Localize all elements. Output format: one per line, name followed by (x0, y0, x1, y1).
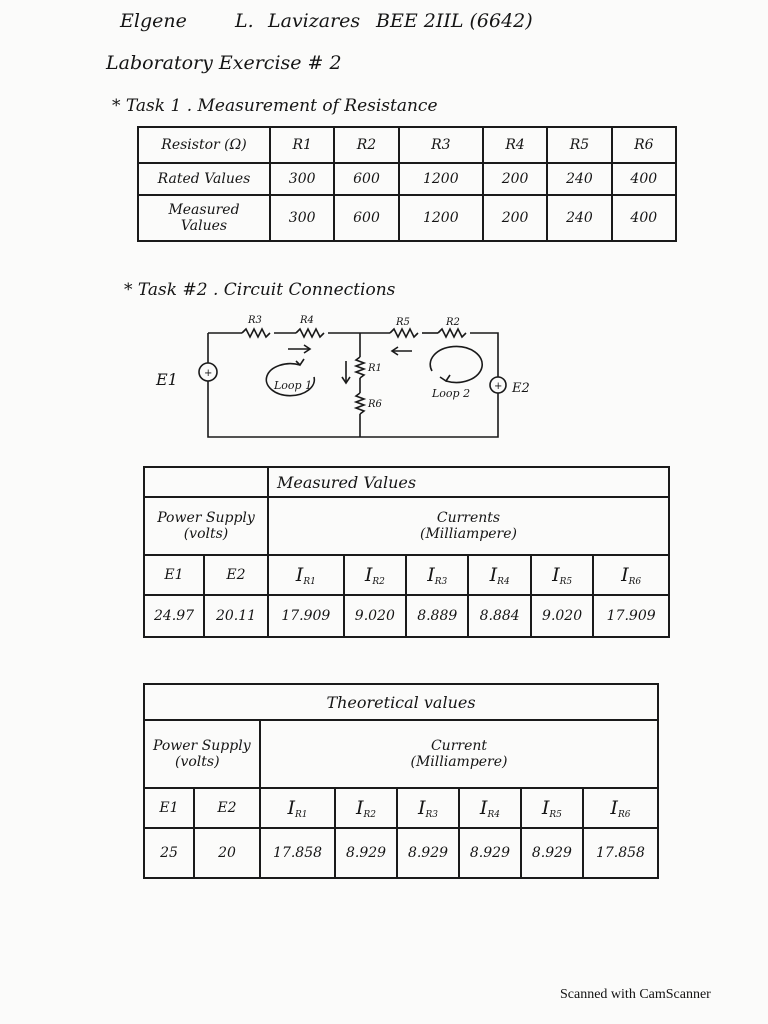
column-subscript: R2 (363, 809, 377, 820)
task1-title: * Task 1 . Measurement of Resistance (112, 96, 438, 116)
header-line: Currents (436, 510, 501, 526)
table-cell: 240 (547, 195, 611, 241)
table-cell: 9.020 (344, 595, 406, 637)
header-line: (volts) (183, 526, 229, 542)
table-cell: 200 (483, 195, 547, 241)
student-first-name: Elgene (120, 10, 187, 32)
table-cell: 9.020 (531, 595, 593, 637)
row-label (138, 195, 270, 241)
column-header: $I_{R4}$ (459, 788, 521, 828)
column-subscript: R2 (372, 576, 385, 587)
column-header: $I_{R2}$ (344, 555, 406, 595)
column-header: R3 (399, 127, 483, 163)
task2-title: * Task #2 . Circuit Connections (124, 280, 396, 300)
currents-header (268, 497, 669, 555)
table-cell: 600 (334, 195, 398, 241)
column-subscript: R1 (303, 576, 316, 587)
scanner-watermark: Scanned with CamScanner (560, 987, 711, 1002)
r6-label: R6 (368, 399, 382, 410)
table-cell: 8.889 (406, 595, 468, 637)
table-cell: 17.909 (268, 595, 344, 637)
e1-polarity-icon: + (204, 368, 213, 379)
e1-label: E1 (156, 370, 178, 389)
student-last-name: Lavizares (268, 10, 361, 32)
column-header: $I_{R5}$ (531, 555, 593, 595)
table-cell: 17.858 (583, 828, 658, 878)
column-subscript: R3 (434, 576, 448, 587)
table-row (144, 467, 669, 497)
power-supply-header (144, 497, 268, 555)
column-header: $I_{R2}$ (335, 788, 397, 828)
table-cell: 8.929 (459, 828, 521, 878)
column-header: $I_{R4}$ (468, 555, 530, 595)
column-subscript: R6 (617, 809, 631, 820)
column-header: E2 (204, 555, 268, 595)
r5-label: R5 (396, 317, 410, 328)
column-header: $I_{R1}$ (260, 788, 335, 828)
table-cell: 300 (270, 163, 334, 195)
table-row (138, 163, 676, 195)
row-label: Rated Values (138, 163, 270, 195)
table-cell: 17.858 (260, 828, 335, 878)
table-row (144, 497, 669, 555)
table-cell: 200 (483, 163, 547, 195)
column-subscript: R3 (425, 809, 438, 820)
column-header: E1 (144, 555, 204, 595)
column-header: E1 (144, 788, 194, 828)
column-header: R5 (547, 127, 611, 163)
e2-label: E2 (512, 381, 530, 396)
power-supply-header (144, 720, 260, 788)
column-header: R6 (612, 127, 676, 163)
column-header: $I_{R3}$ (406, 555, 468, 595)
r1-label: R1 (368, 363, 382, 374)
e2-polarity-icon: + (494, 381, 503, 392)
row-label-line: Values (180, 218, 228, 234)
column-subscript: R1 (295, 809, 308, 820)
column-header: R4 (483, 127, 547, 163)
table-cell: 300 (270, 195, 334, 241)
column-subscript: R4 (497, 576, 510, 587)
table-row (138, 195, 676, 241)
row-label-line: Measured (168, 202, 240, 218)
table-cell: 8.929 (521, 828, 583, 878)
column-header: E2 (194, 788, 260, 828)
column-header: $I_{R5}$ (521, 788, 583, 828)
current-header (260, 720, 658, 788)
table-row (144, 684, 658, 720)
table-cell: 17.909 (593, 595, 669, 637)
course-code: BEE 2IIL (6642) (376, 10, 533, 32)
r4-label: R4 (300, 315, 314, 326)
table-cell: 1200 (399, 195, 483, 241)
column-header: $I_{R6}$ (583, 788, 658, 828)
table-row (144, 555, 669, 595)
table-cell: 600 (334, 163, 398, 195)
table-cell: 8.929 (397, 828, 459, 878)
header-line: Current (430, 738, 488, 754)
header-line: Power Supply (157, 510, 255, 526)
measured-values-table (143, 466, 670, 638)
table-row (144, 828, 658, 878)
table-cell: 25 (144, 828, 194, 878)
table-cell: 24.97 (144, 595, 204, 637)
column-header: Resistor (Ω) (138, 127, 270, 163)
column-header: $I_{R1}$ (268, 555, 344, 595)
table-cell: 20 (194, 828, 260, 878)
table-cell: 8.929 (335, 828, 397, 878)
header-line: Power Supply (153, 738, 251, 754)
table-cell: 20.11 (204, 595, 268, 637)
loop1-label: Loop 1 (274, 379, 313, 392)
table-row (144, 595, 669, 637)
student-initial: L. (235, 10, 254, 32)
table-cell: 400 (612, 195, 676, 241)
column-subscript: R5 (549, 809, 562, 820)
r3-label: R3 (248, 315, 262, 326)
table-title: Measured Values (268, 467, 669, 497)
exercise-title: Laboratory Exercise # 2 (106, 52, 342, 74)
column-header: $I_{R6}$ (593, 555, 669, 595)
column-header: R2 (334, 127, 398, 163)
column-subscript: R6 (628, 576, 642, 587)
table-title: Theoretical values (144, 684, 658, 720)
header-line: (volts) (175, 754, 220, 770)
circuit-diagram (150, 305, 570, 450)
loop2-label: Loop 2 (432, 387, 471, 400)
table-row (144, 720, 658, 788)
column-subscript: R4 (487, 809, 500, 820)
table-cell: 1200 (399, 163, 483, 195)
table-cell: 240 (547, 163, 611, 195)
table-cell: 8.884 (468, 595, 530, 637)
column-header: R1 (270, 127, 334, 163)
column-subscript: R5 (559, 576, 573, 587)
table-cell (144, 467, 268, 497)
header-line: (Milliampere) (410, 754, 508, 770)
column-header: $I_{R3}$ (397, 788, 459, 828)
table-cell: 400 (612, 163, 676, 195)
header-line: (Milliampere) (419, 526, 517, 542)
resistance-table (137, 126, 677, 242)
r2-label: R2 (446, 317, 460, 328)
table-row (144, 788, 658, 828)
theoretical-values-table (143, 683, 659, 879)
table-row (138, 127, 676, 163)
